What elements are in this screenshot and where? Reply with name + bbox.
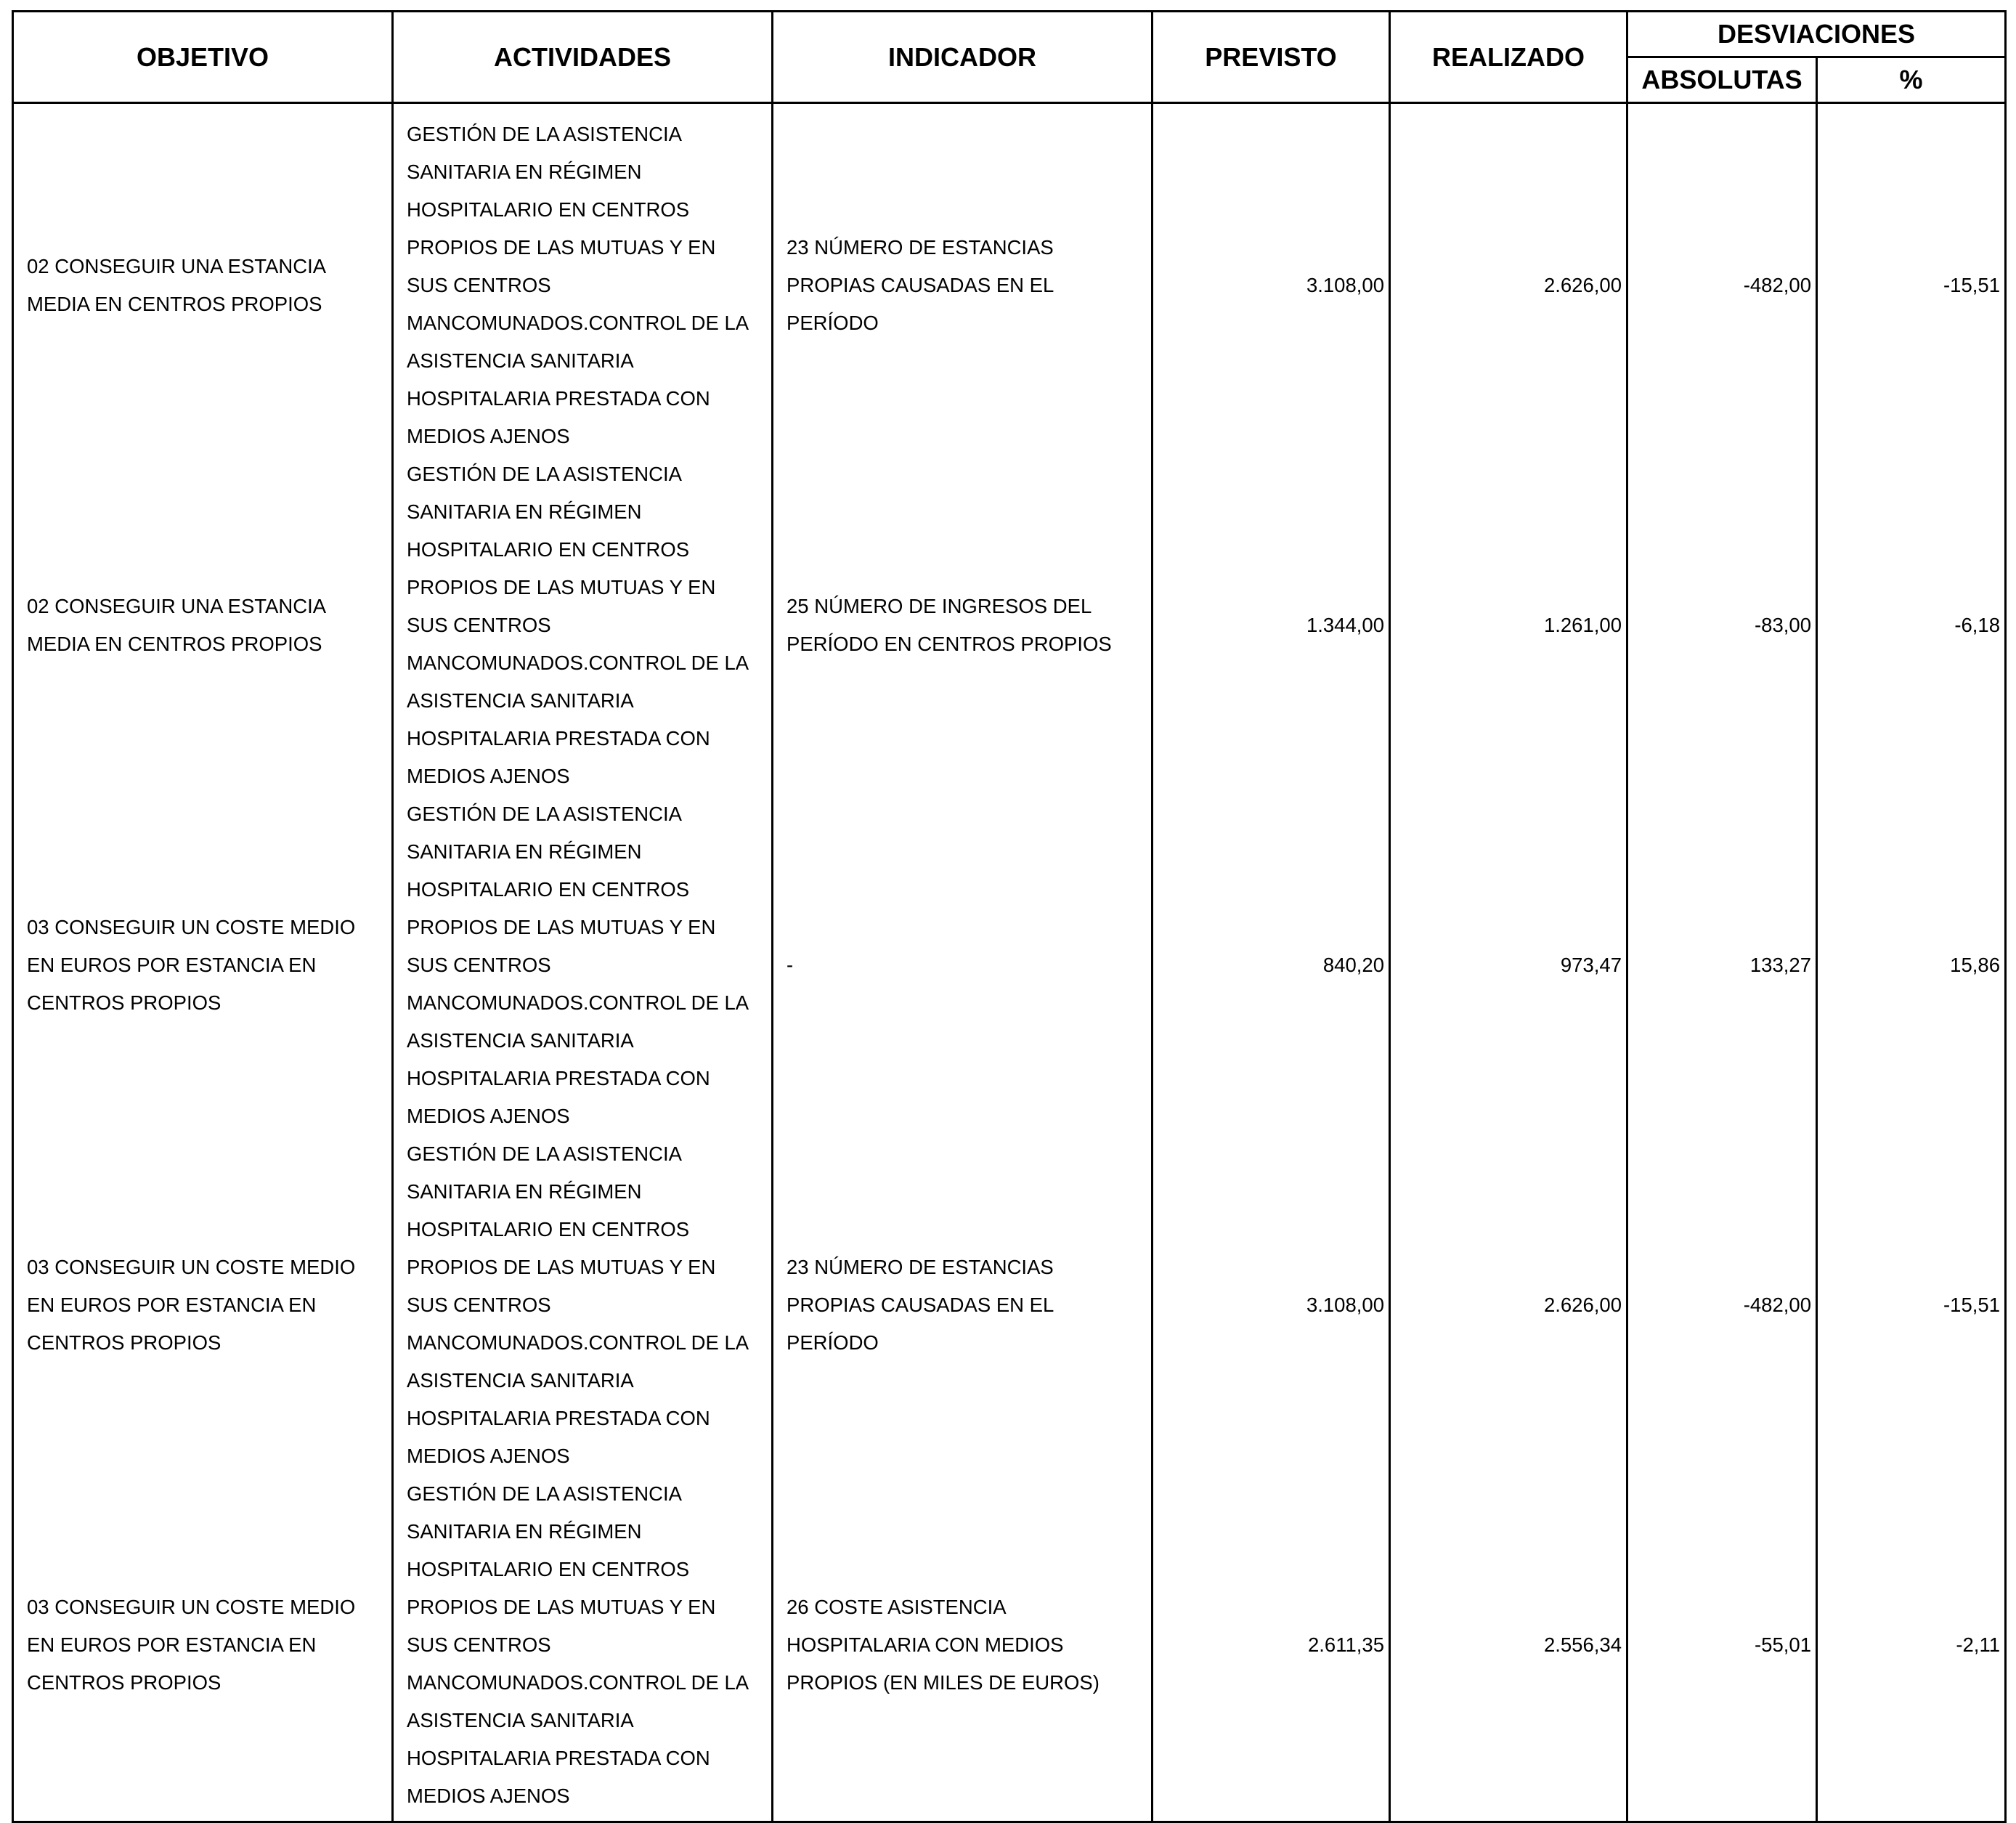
table-header: [13, 12, 2006, 103]
table-row: [13, 1135, 2006, 1475]
header-row-1: [13, 12, 2006, 57]
cell-indicador: 23 NÚMERO DE ESTANCIAS PROPIAS CAUSADAS EN EL PERÍODO: [773, 1135, 1153, 1475]
cell-porcentaje: 15,86: [1817, 795, 2006, 1135]
cell-absolutas: -55,01: [1627, 1475, 1817, 1822]
table-row: [13, 455, 2006, 795]
table-row: [13, 103, 2006, 456]
table-body: [13, 103, 2006, 1822]
cell-indicador: 25 NÚMERO DE INGRESOS DEL PERÍODO EN CENTROS PROPIOS: [773, 455, 1153, 795]
cell-realizado: 2.626,00: [1390, 103, 1627, 456]
cell-absolutas: -482,00: [1627, 1135, 1817, 1475]
cell-previsto: 840,20: [1153, 795, 1390, 1135]
table-row: [13, 795, 2006, 1135]
cell-previsto: 2.611,35: [1153, 1475, 1390, 1822]
cell-realizado: 2.556,34: [1390, 1475, 1627, 1822]
cell-absolutas: 133,27: [1627, 795, 1817, 1135]
cell-objetivo: 03 CONSEGUIR UN COSTE MEDIO EN EUROS POR ESTANCIA EN CENTROS PROPIOS: [13, 1135, 393, 1475]
cell-actividades: GESTIÓN DE LA ASISTENCIA SANITARIA EN RÉGIMEN HOSPITALARIO EN CENTROS PROPIOS DE LAS MUTUAS Y EN SUS CENTROS MANCOMUNADOS.CONTROL DE LA ASISTENCIA SANITARIA HOSPITALARIA PRESTADA CON MEDIOS AJENOS: [393, 1135, 773, 1475]
cell-porcentaje: -15,51: [1817, 103, 2006, 456]
cell-realizado: 2.626,00: [1390, 1135, 1627, 1475]
header-desviaciones: DESVIACIONES: [1627, 12, 2006, 57]
header-realizado: REALIZADO: [1390, 12, 1627, 103]
cell-indicador: -: [773, 795, 1153, 1135]
header-objetivo: OBJETIVO: [13, 12, 393, 103]
cell-absolutas: -482,00: [1627, 103, 1817, 456]
header-porcentaje: %: [1817, 57, 2006, 103]
header-absolutas: ABSOLUTAS: [1627, 57, 1817, 103]
cell-actividades: GESTIÓN DE LA ASISTENCIA SANITARIA EN RÉGIMEN HOSPITALARIO EN CENTROS PROPIOS DE LAS MUTUAS Y EN SUS CENTROS MANCOMUNADOS.CONTROL DE LA ASISTENCIA SANITARIA HOSPITALARIA PRESTADA CON MEDIOS AJENOS: [393, 455, 773, 795]
cell-previsto: 1.344,00: [1153, 455, 1390, 795]
cell-porcentaje: -2,11: [1817, 1475, 2006, 1822]
cell-indicador: 23 NÚMERO DE ESTANCIAS PROPIAS CAUSADAS EN EL PERÍODO: [773, 103, 1153, 456]
cell-actividades: GESTIÓN DE LA ASISTENCIA SANITARIA EN RÉGIMEN HOSPITALARIO EN CENTROS PROPIOS DE LAS MUTUAS Y EN SUS CENTROS MANCOMUNADOS.CONTROL DE LA ASISTENCIA SANITARIA HOSPITALARIA PRESTADA CON MEDIOS AJENOS: [393, 103, 773, 456]
objectives-table: [12, 10, 2007, 1823]
cell-realizado: 973,47: [1390, 795, 1627, 1135]
cell-objetivo: 03 CONSEGUIR UN COSTE MEDIO EN EUROS POR ESTANCIA EN CENTROS PROPIOS: [13, 1475, 393, 1822]
cell-previsto: 3.108,00: [1153, 103, 1390, 456]
cell-porcentaje: -6,18: [1817, 455, 2006, 795]
cell-previsto: 3.108,00: [1153, 1135, 1390, 1475]
table-row: [13, 1475, 2006, 1822]
cell-porcentaje: -15,51: [1817, 1135, 2006, 1475]
cell-absolutas: -83,00: [1627, 455, 1817, 795]
cell-actividades: GESTIÓN DE LA ASISTENCIA SANITARIA EN RÉGIMEN HOSPITALARIO EN CENTROS PROPIOS DE LAS MUTUAS Y EN SUS CENTROS MANCOMUNADOS.CONTROL DE LA ASISTENCIA SANITARIA HOSPITALARIA PRESTADA CON MEDIOS AJENOS: [393, 795, 773, 1135]
header-previsto: PREVISTO: [1153, 12, 1390, 103]
cell-indicador: 26 COSTE ASISTENCIA HOSPITALARIA CON MEDIOS PROPIOS (EN MILES DE EUROS): [773, 1475, 1153, 1822]
header-actividades: ACTIVIDADES: [393, 12, 773, 103]
cell-objetivo: 03 CONSEGUIR UN COSTE MEDIO EN EUROS POR ESTANCIA EN CENTROS PROPIOS: [13, 795, 393, 1135]
cell-realizado: 1.261,00: [1390, 455, 1627, 795]
cell-actividades: GESTIÓN DE LA ASISTENCIA SANITARIA EN RÉGIMEN HOSPITALARIO EN CENTROS PROPIOS DE LAS MUTUAS Y EN SUS CENTROS MANCOMUNADOS.CONTROL DE LA ASISTENCIA SANITARIA HOSPITALARIA PRESTADA CON MEDIOS AJENOS: [393, 1475, 773, 1822]
cell-objetivo: 02 CONSEGUIR UNA ESTANCIA MEDIA EN CENTROS PROPIOS: [13, 455, 393, 795]
header-indicador: INDICADOR: [773, 12, 1153, 103]
cell-objetivo: 02 CONSEGUIR UNA ESTANCIA MEDIA EN CENTROS PROPIOS: [13, 103, 393, 456]
